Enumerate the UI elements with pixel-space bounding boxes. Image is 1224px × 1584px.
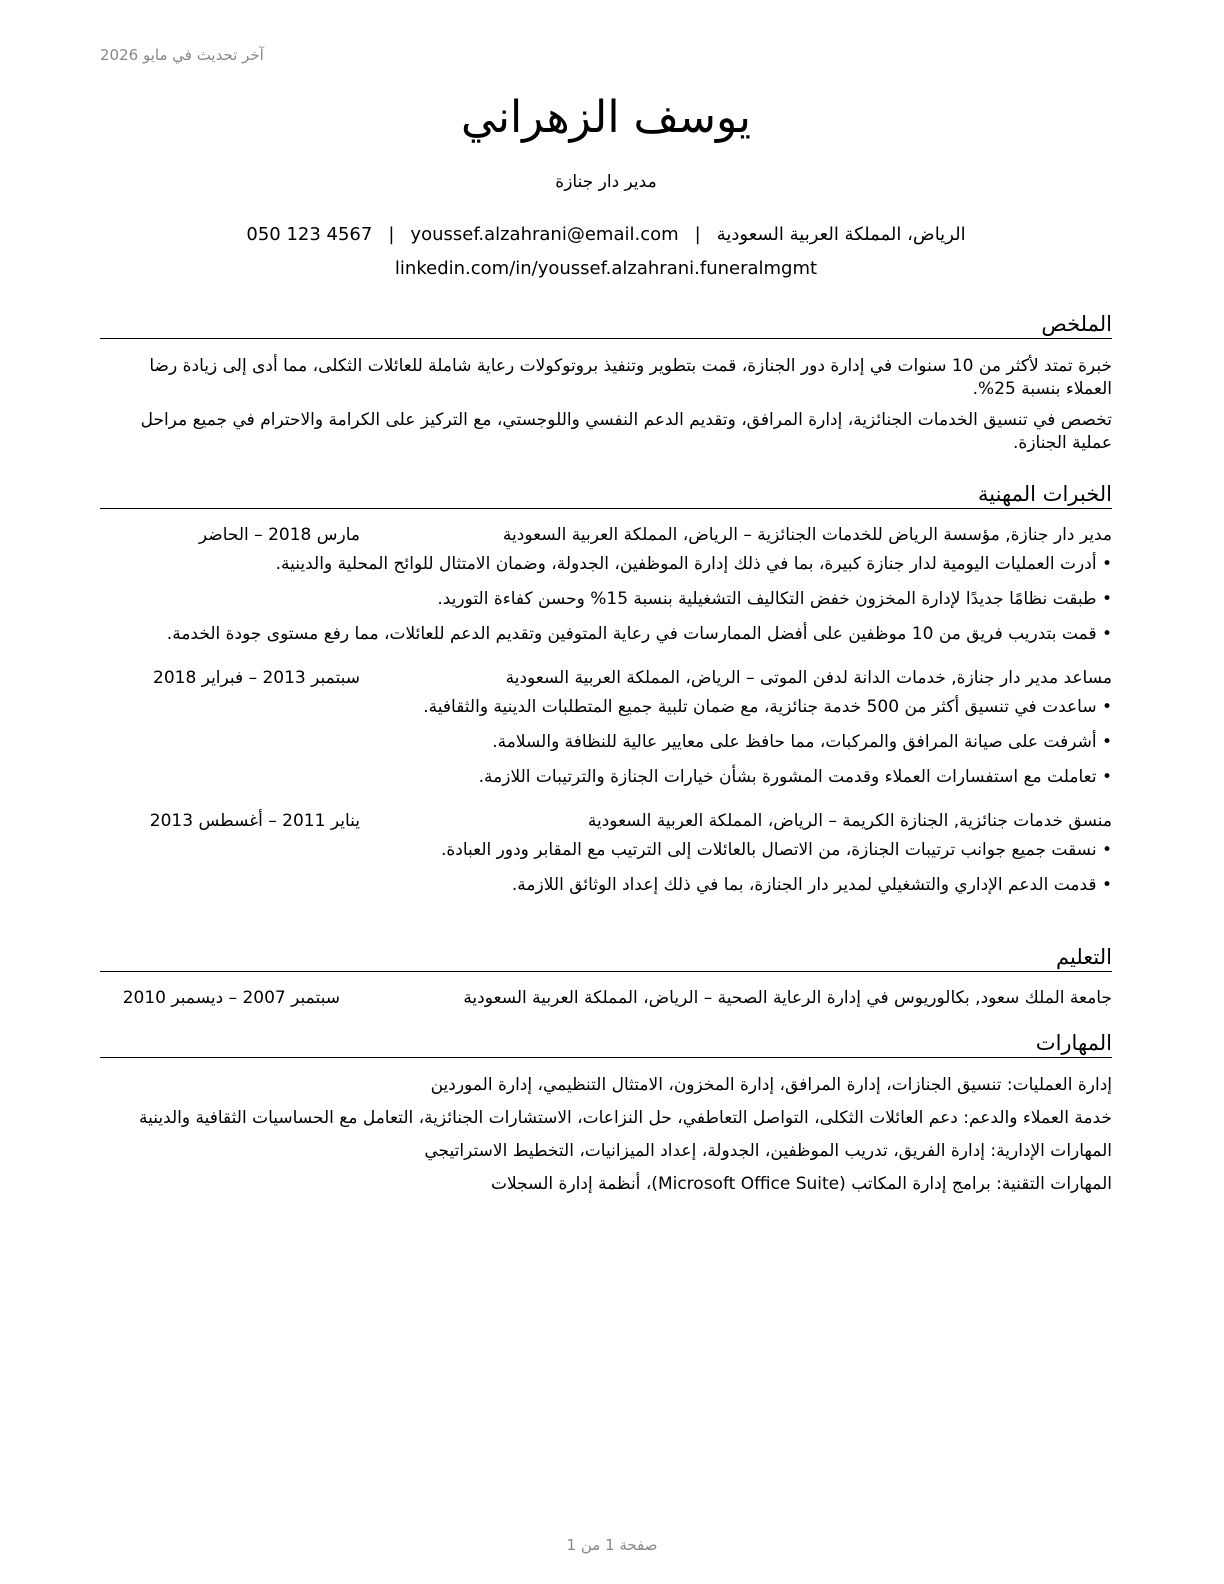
linkedin-link[interactable]: linkedin.com/in/youssef.alzahrani.funeralmgmt [394, 258, 818, 279]
experience-section [100, 482, 1112, 897]
summary-section [100, 312, 1112, 455]
summary-heading: الملخص [100, 312, 1112, 339]
education-section [100, 945, 1112, 1008]
job-title: مدير دار جنازة, مؤسسة الرياض للخدمات الجنائزية – الرياض، المملكة العربية السعودية [502, 525, 1112, 545]
job-bullet: • تعاملت مع استفسارات العملاء وقدمت المشورة بشأن خيارات الجنازة والترتيبات اللازمة. [478, 767, 1112, 787]
job-bullets [100, 553, 1112, 646]
email-link[interactable]: youssef.alzahrani@email.com [410, 224, 679, 245]
education-entry [100, 988, 1112, 1008]
education-dates: سبتمبر 2007 – ديسمبر 2010 [122, 988, 340, 1008]
job-bullet: • نسقت جميع جوانب ترتيبات الجنازة، من الاتصال بالعائلات إلى الترتيب مع المقابر ودور العبادة. [440, 840, 1112, 860]
job-bullet: • قدمت الدعم الإداري والتشغيلي لمدير دار الجنازة، بما في ذلك إعداد الوثائق اللازمة. [511, 875, 1112, 895]
job-title: منسق خدمات جنائزية, الجنازة الكريمة – الرياض، المملكة العربية السعودية [587, 811, 1112, 831]
location: الرياض، المملكة العربية السعودية [716, 224, 966, 245]
job-entry [100, 668, 1112, 789]
job-entry [100, 525, 1112, 646]
skill-line: المهارات الإدارية: إدارة الفريق، تدريب الموظفين، الجدولة، إعداد الميزانيات، التخطيط الاستراتيجي [424, 1141, 1112, 1161]
phone: 050 123 4567 [246, 224, 373, 245]
resume-page [100, 0, 1112, 1584]
skills-heading: المهارات [100, 1031, 1112, 1058]
contact-line [100, 224, 1112, 245]
contact-separator: | [388, 224, 395, 245]
page-number: صفحة 1 من 1 [566, 1536, 658, 1554]
job-title: مساعد مدير دار جنازة, خدمات الدانة لدفن الموتى – الرياض، المملكة العربية السعودية [505, 668, 1112, 688]
skill-line: إدارة العمليات: تنسيق الجنازات، إدارة المرافق، إدارة المخزون، الامتثال التنظيمي، إدارة الموردين [430, 1075, 1112, 1095]
skill-line: خدمة العملاء والدعم: دعم العائلات الثكلى، التواصل التعاطفي، حل النزاعات، الاستشارات الجنائزية، التعامل مع الحساسيات الثقافية والدينية [138, 1108, 1112, 1128]
candidate-job-title: مدير دار جنازة [555, 172, 657, 192]
job-bullets [100, 696, 1112, 789]
job-bullet: • قمت بتدريب فريق من 10 موظفين على أفضل الممارسات في رعاية المتوفين وتقديم الدعم للعائلات، مما رفع مستوى جودة الخدمة. [166, 624, 1112, 644]
contact-separator: | [694, 224, 701, 245]
skill-line: المهارات التقنية: برامج إدارة المكاتب (Microsoft Office Suite)، أنظمة إدارة السجلات [490, 1174, 1112, 1194]
job-bullet: • ساعدت في تنسيق أكثر من 500 خدمة جنائزية، مع ضمان تلبية جميع المتطلبات الدينية والثقافية. [423, 697, 1112, 717]
summary-paragraph: تخصص في تنسيق الخدمات الجنائزية، إدارة المرافق، وتقديم الدعم النفسي واللوجستي، مع التركيز على الكرامة والاحترام في جميع مراحل عملية الجنازة. [140, 410, 1112, 453]
last-updated-note: آخر تحديث في مايو 2026 [100, 46, 264, 64]
skills-section [100, 1031, 1112, 1196]
candidate-name: يوسف الزهراني [461, 92, 751, 143]
job-dates: مارس 2018 – الحاضر [198, 525, 360, 545]
education-heading: التعليم [100, 945, 1112, 972]
job-dates: يناير 2011 – أغسطس 2013 [149, 811, 360, 831]
job-entry [100, 811, 1112, 897]
job-dates: سبتمبر 2013 – فبراير 2018 [153, 668, 360, 688]
job-bullets [100, 839, 1112, 897]
job-bullet: • أدرت العمليات اليومية لدار جنازة كبيرة، بما في ذلك إدارة الموظفين، الجدولة، وضمان الامتثال للوائح المحلية والدينية. [275, 554, 1112, 574]
summary-paragraph: خبرة تمتد لأكثر من 10 سنوات في إدارة دور الجنازة، قمت بتطوير وتنفيذ بروتوكولات رعاية شاملة للعائلات الثكلى، مما أدى إلى زيادة رضا العملاء بنسبة 25%. [149, 356, 1112, 399]
job-bullet: • طبقت نظامًا جديدًا لإدارة المخزون خفض التكاليف التشغيلية بنسبة 15% وحسن كفاءة التوريد. [437, 589, 1112, 609]
experience-heading: الخبرات المهنية [100, 482, 1112, 509]
degree: جامعة الملك سعود, بكالوريوس في إدارة الرعاية الصحية – الرياض، المملكة العربية السعودية [463, 988, 1112, 1008]
job-bullet: • أشرفت على صيانة المرافق والمركبات، مما حافظ على معايير عالية للنظافة والسلامة. [492, 732, 1112, 752]
